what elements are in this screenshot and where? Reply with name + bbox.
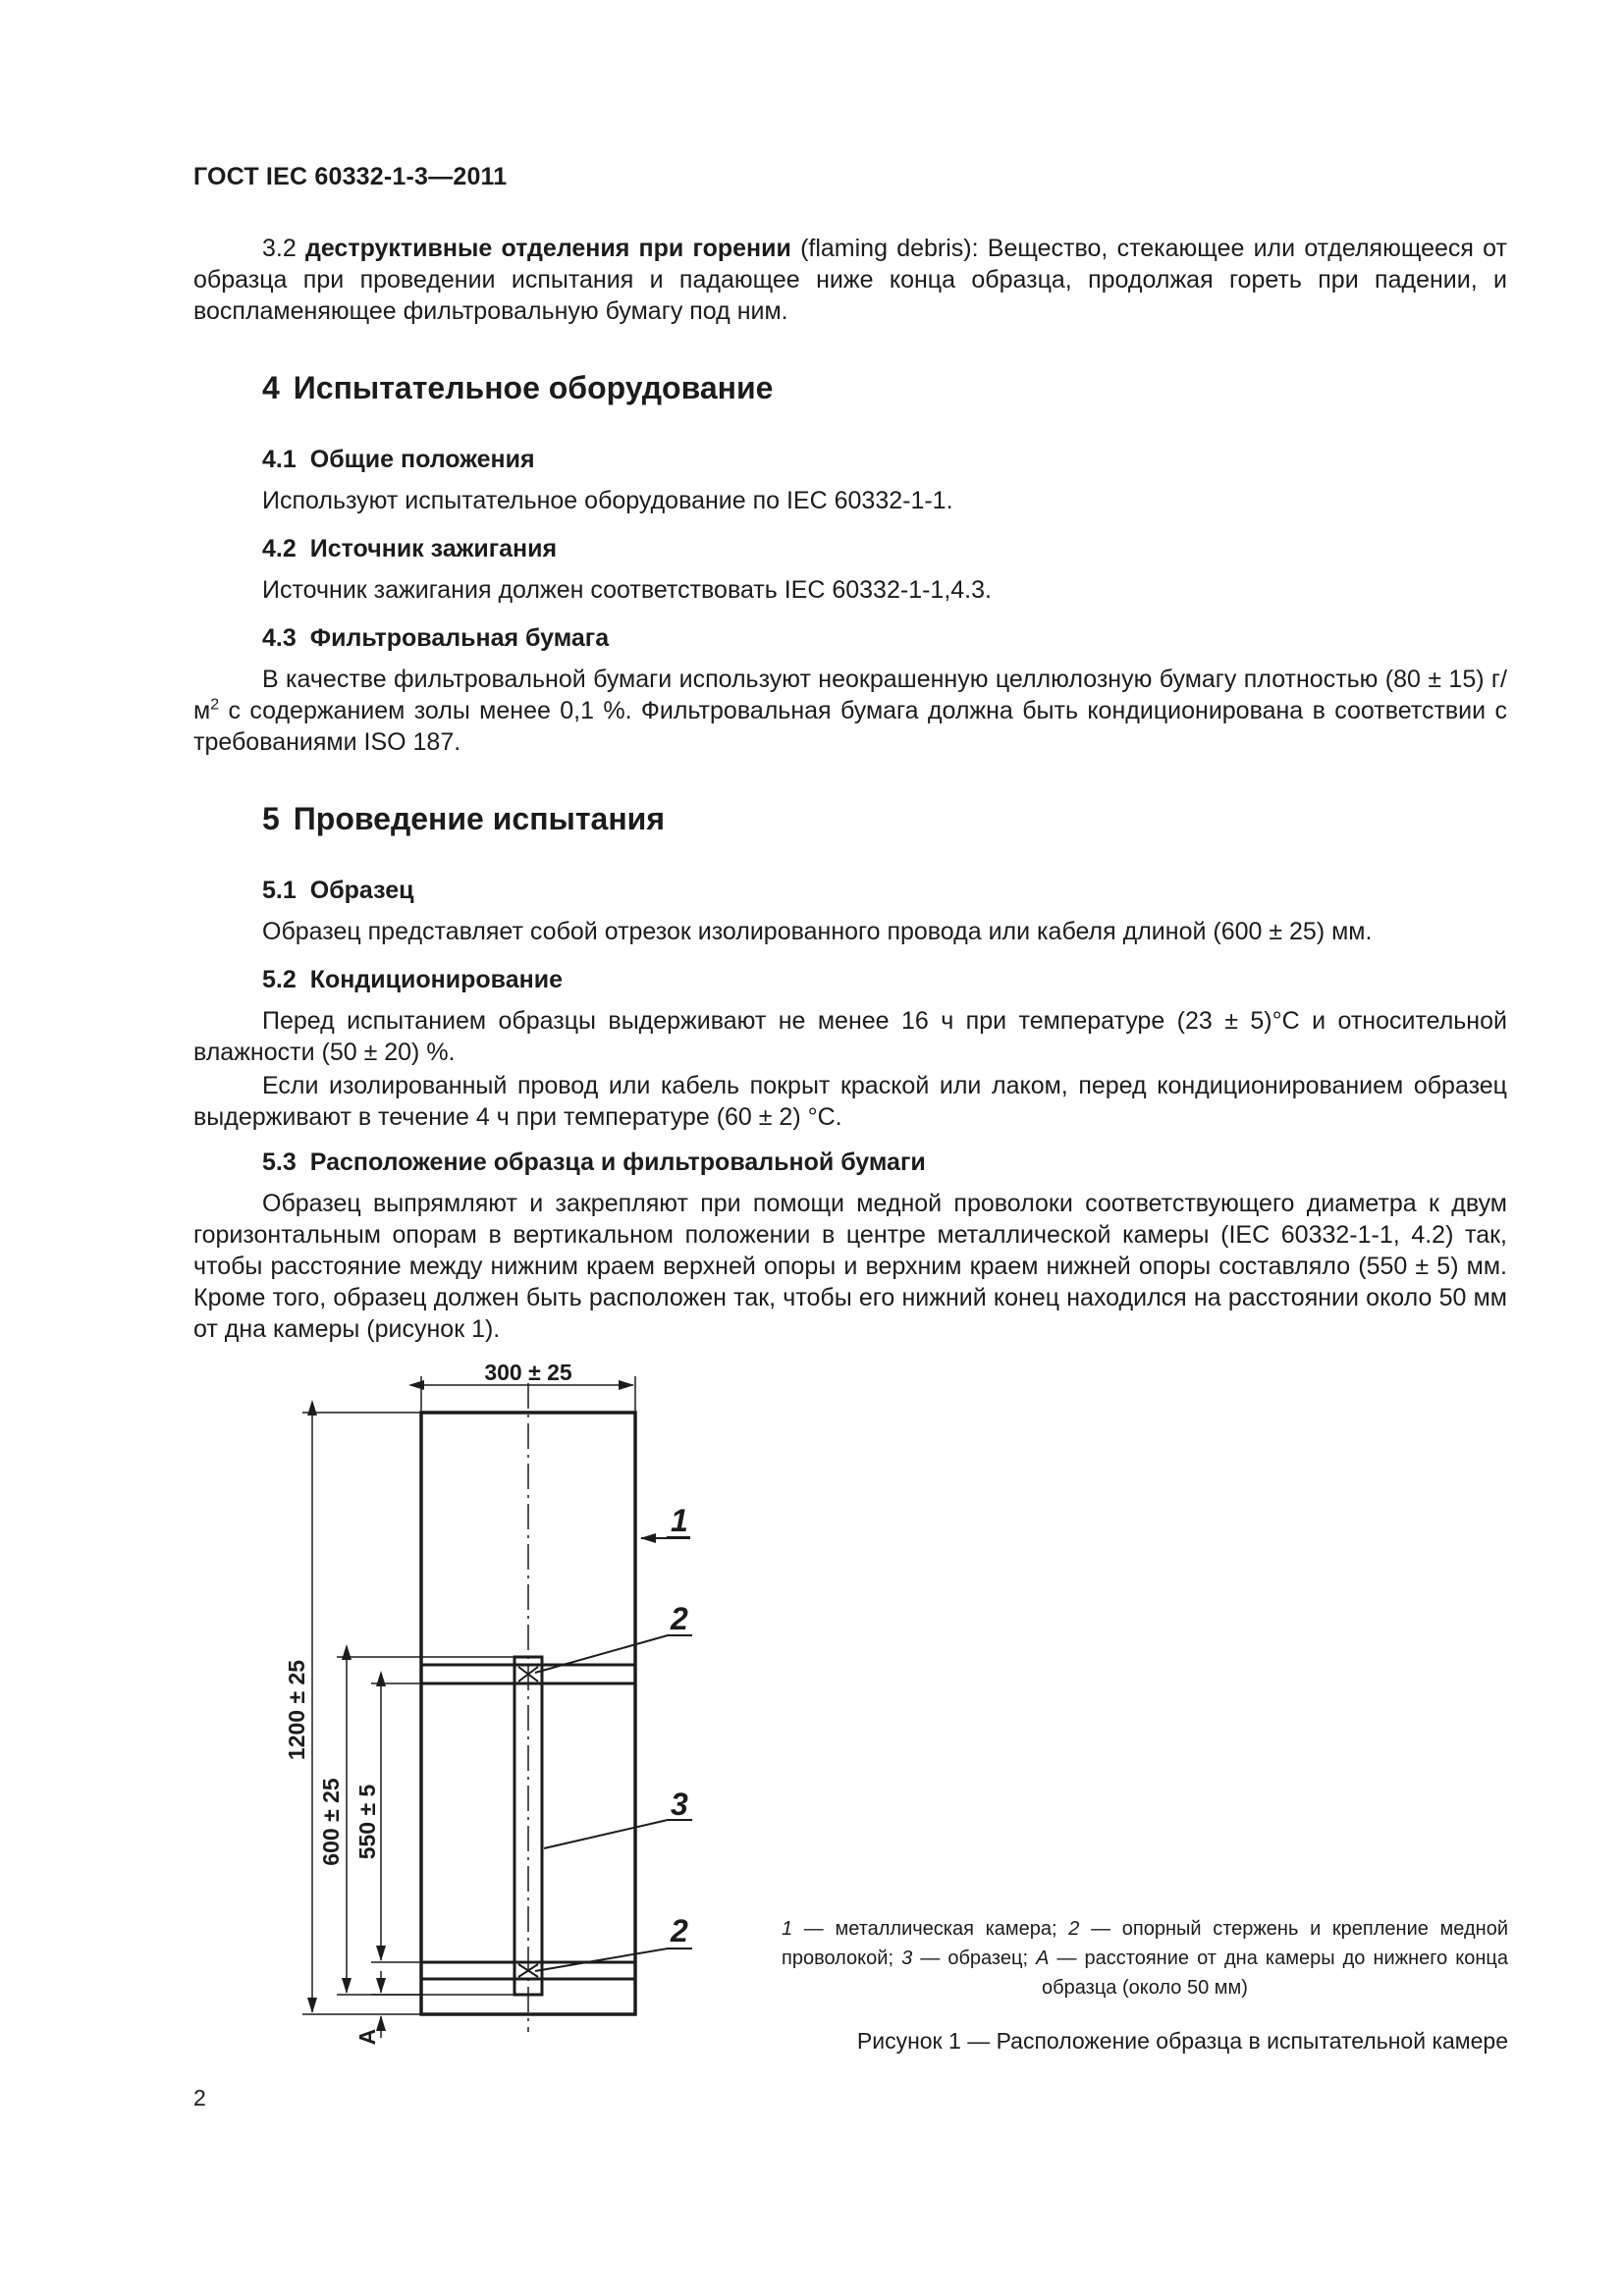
callout-1: 1 bbox=[671, 1503, 688, 1538]
term: деструктивные отделения при горении bbox=[304, 235, 791, 262]
text-part: с содержанием золы менее 0,1 %. Фильтровальная бумага должна быть кондиционирована в соответствии с требованиями ISO 187. bbox=[193, 697, 1507, 756]
figure-legend bbox=[782, 1914, 1508, 2002]
legend-text: — образец; bbox=[912, 1948, 1037, 1969]
superscript: 2 bbox=[210, 696, 220, 714]
clause-title: Кондиционирование bbox=[309, 966, 563, 993]
page-number: 2 bbox=[193, 2085, 206, 2110]
legend-key: A bbox=[1036, 1948, 1050, 1969]
clause-number: 4.3 bbox=[262, 624, 297, 652]
legend-key: 3 bbox=[901, 1948, 913, 1969]
clause-title: Расположение образца и фильтровальной бумаги bbox=[309, 1148, 926, 1176]
callout-3: 3 bbox=[671, 1787, 688, 1822]
legend-text: — опорный стержень и крепление медной проволокой; bbox=[782, 1918, 1508, 1969]
definition: (flaming debris): Вещество, стекающее или отделяющееся от образца при проведении испытания и падающее ниже конца образца, продолжая гореть при падении, и воспламеняющее фильтровальную бумагу под ним. bbox=[193, 235, 1507, 325]
section-title: Испытательное оборудование bbox=[293, 370, 774, 405]
dim-a-label: A bbox=[354, 2028, 380, 2046]
clause-number: 5.2 bbox=[262, 966, 297, 993]
callout-2-bottom: 2 bbox=[671, 1913, 688, 1949]
legend-key: 2 bbox=[1068, 1918, 1080, 1940]
clause-title: Фильтровальная бумага bbox=[309, 624, 610, 652]
dim-specimen-label: 600 ± 25 bbox=[318, 1778, 344, 1866]
clause-4-2-text: Источник зажигания должен соответствовать IEC 60332-1-1,4.3. bbox=[262, 576, 992, 604]
clause-5-3-text: Образец выпрямляют и закрепляют при помощи медной проволоки соответствующего диаметра к двум горизонтальным опорам в вертикальном положении в центре металлической камеры (IEC 60332-1-1, 4.2) так, чтобы расстояние между нижним краем верхней опоры и верхним краем нижней опоры составляло (550 ± 5) мм. Кроме того, образец должен быть расположен так, чтобы его нижний конец находился на расстоянии около 50 мм от дна камеры (рисунок 1). bbox=[193, 1190, 1507, 1343]
clause-title: Образец bbox=[309, 877, 414, 904]
legend-key: 1 bbox=[782, 1918, 793, 1940]
section-number: 5 bbox=[262, 801, 280, 836]
clause-5-2-paragraph-1: Перед испытанием образцы выдерживают не менее 16 ч при температуре (23 ± 5)°С и относительной влажности (50 ± 20) %. bbox=[193, 1007, 1507, 1066]
dim-supports-label: 550 ± 5 bbox=[354, 1784, 380, 1860]
clause-number: 5.3 bbox=[262, 1148, 297, 1176]
section-number: 4 bbox=[262, 370, 280, 405]
callout-2-top: 2 bbox=[671, 1601, 688, 1636]
section-title: Проведение испытания bbox=[293, 801, 665, 836]
clause-5-2-paragraph-2: Если изолированный провод или кабель покрыт краской или лаком, перед кондиционированием образец выдерживают в течение 4 ч при температуре (60 ± 2) °С. bbox=[193, 1072, 1507, 1131]
legend-text: — расстояние от дна камеры до нижнего конца образца (около 50 мм) bbox=[1042, 1948, 1509, 1999]
clause-number: 4.1 bbox=[262, 446, 297, 473]
clause-title: Общие положения bbox=[309, 446, 535, 473]
callout-leader-2-top bbox=[535, 1635, 692, 1673]
clause-title: Источник зажигания bbox=[309, 535, 558, 562]
dim-height-label: 1200 ± 25 bbox=[284, 1659, 309, 1761]
document-header: ГОСТ IEC 60332-1-3—2011 bbox=[193, 163, 508, 190]
callout-leader-3 bbox=[544, 1820, 692, 1848]
figure-caption: Рисунок 1 — Расположение образца в испытательной камере bbox=[856, 2028, 1508, 2054]
clause-number: 5.1 bbox=[262, 877, 297, 904]
clause-4-1-text: Используют испытательное оборудование по IEC 60332-1-1. bbox=[262, 487, 953, 514]
clause-number: 4.2 bbox=[262, 535, 297, 562]
callout-leader-2-bottom bbox=[535, 1949, 692, 1971]
dim-width-label: 300 ± 25 bbox=[484, 1360, 572, 1385]
clause-5-1-text: Образец представляет собой отрезок изолированного провода или кабеля длиной (600 ± 25) мм. bbox=[262, 918, 1373, 945]
clause-number: 3.2 bbox=[262, 235, 297, 262]
text-part: В качестве фильтровальной бумаги используют неокрашенную целлюлозную бумагу плотностью (80 ± 15) г/м bbox=[193, 666, 1507, 724]
legend-text: — металлическая камера; bbox=[792, 1918, 1069, 1940]
